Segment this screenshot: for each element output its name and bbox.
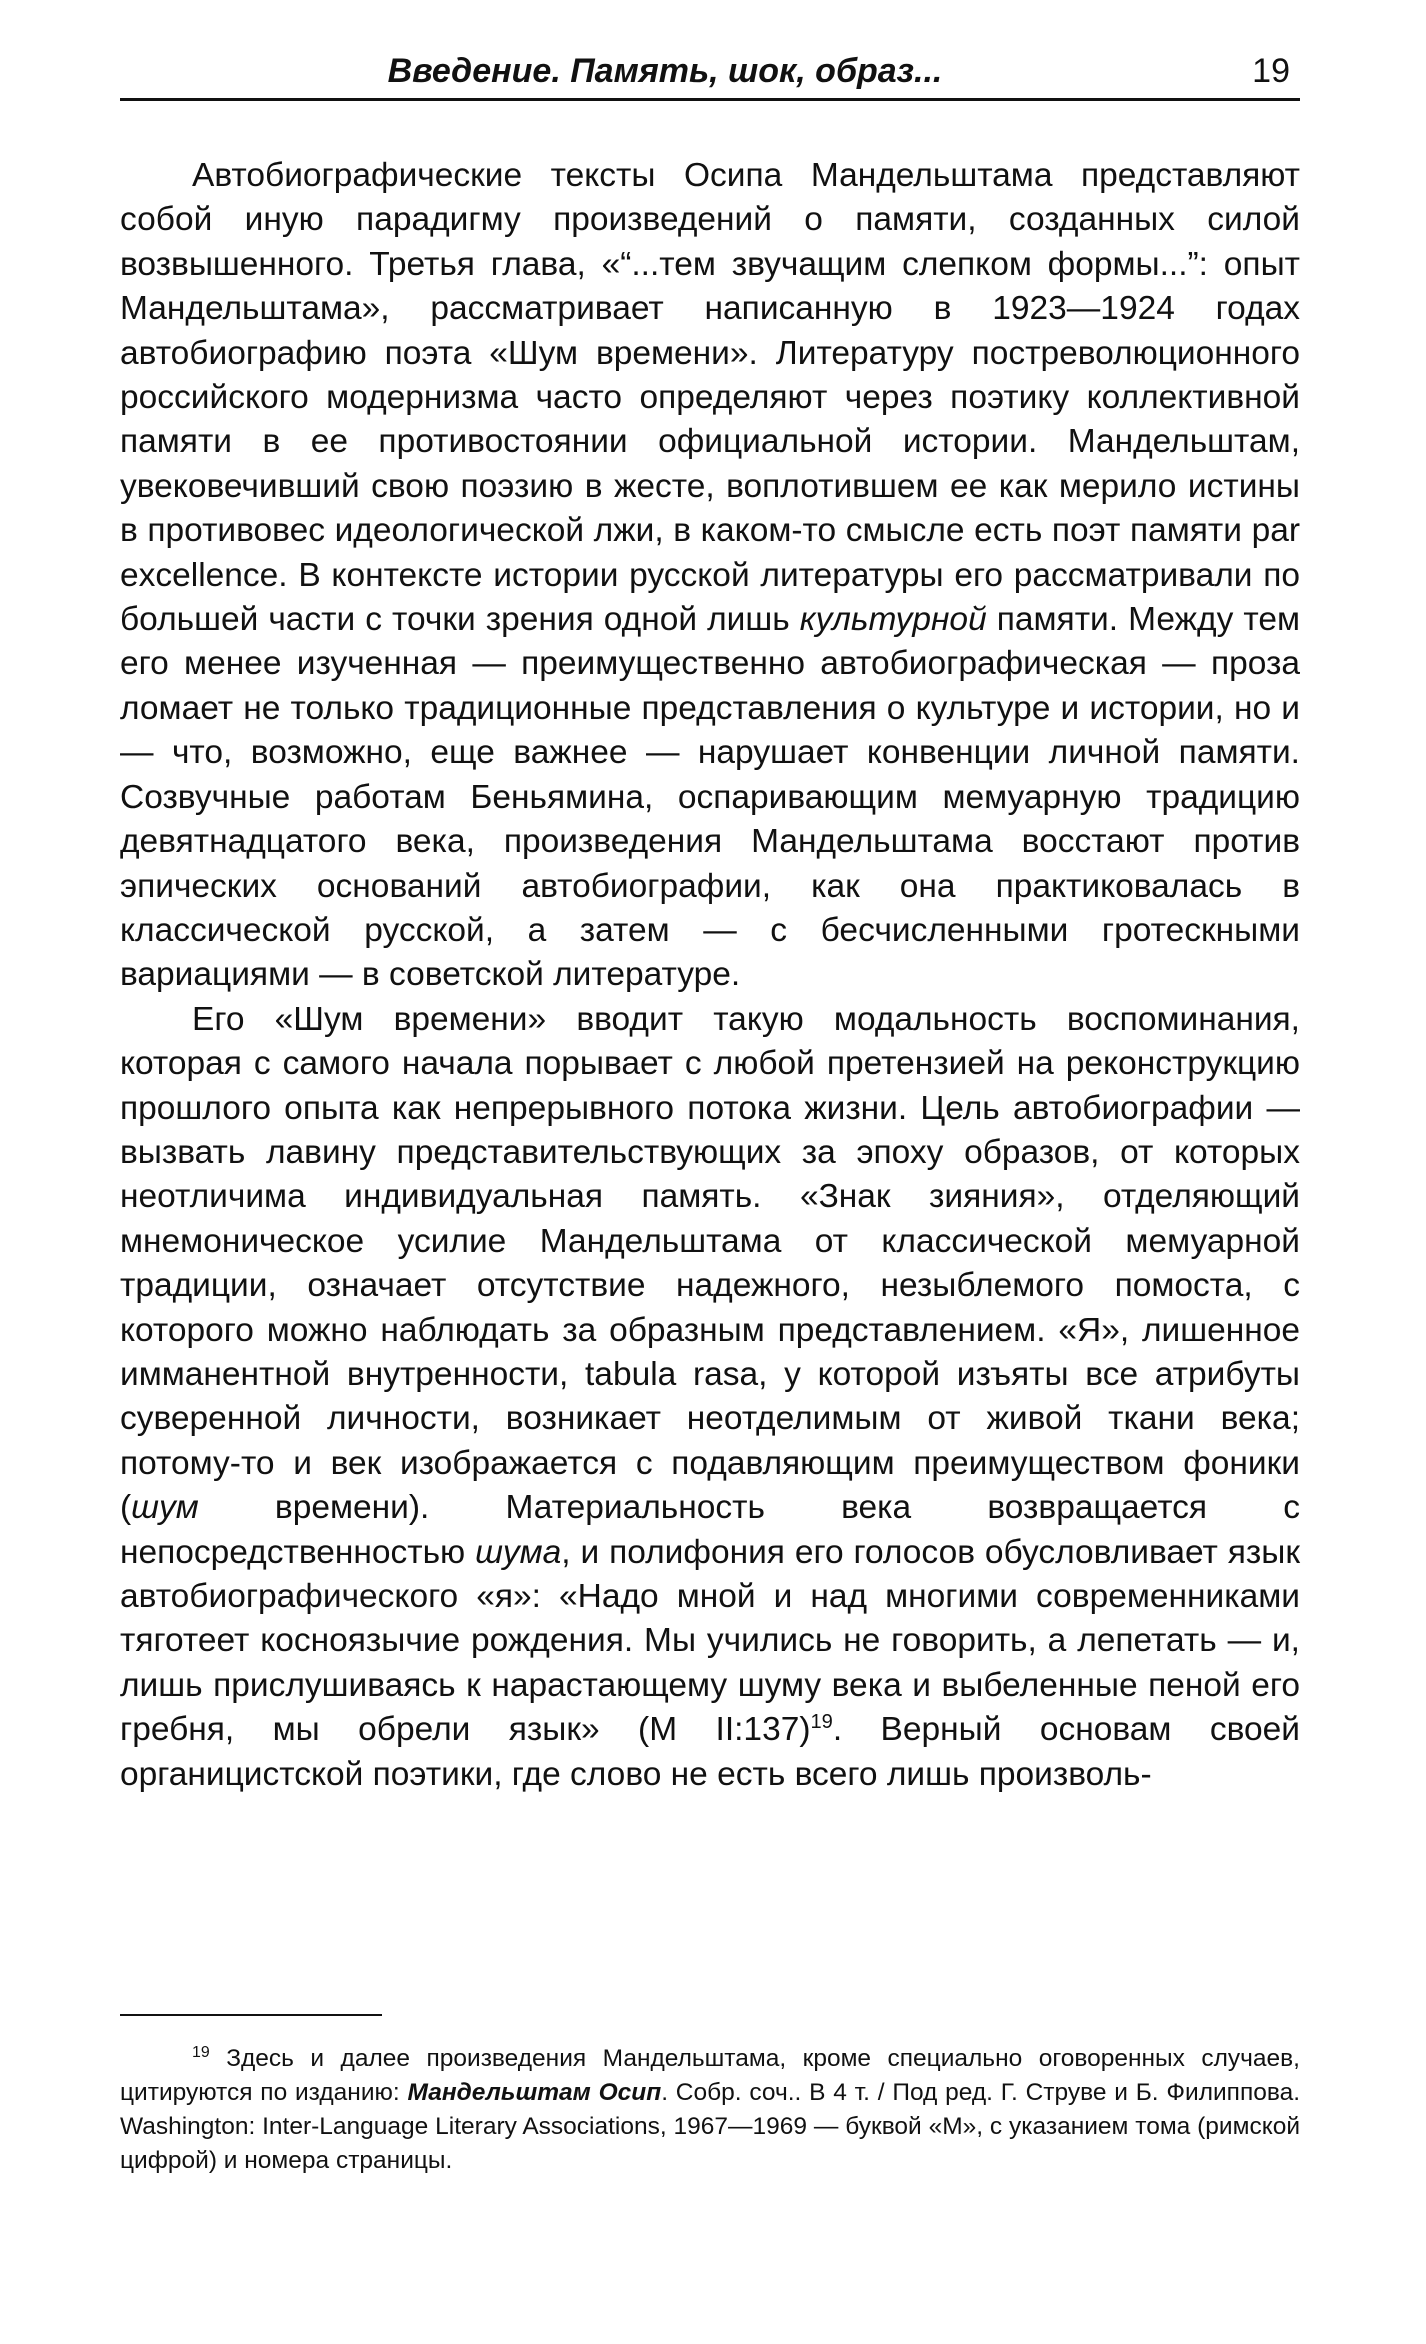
running-head-title: Введение. Память, шок, образ... — [387, 52, 943, 90]
paragraph-1-text-b: памяти. Между тем его менее изученная — преимущественно автобиографическая — проза ломает не только традиционные представления о культуре и истории, но и — что, возможно, еще важнее — нарушает конвенции личной памяти. Созвучные работам Беньямина, оспаривающим мемуарную традицию девятнадцатого века, произведения Мандельштама восстают против эпических оснований автобиографии, как она практиковалась в классической русской, а затем — с бесчисленными гротескными вариациями — в советской литературе. — [120, 601, 1301, 994]
footnote-emphasis: Мандельштам Осип — [407, 2079, 662, 2106]
paragraph-2-text-b: времени). Материальность века возвращается с непосредственностью — [120, 1489, 1300, 1571]
paragraph-2-text-c: , и полифония его голосов обусловливает язык автобиографического «я»: «Надо мной и над многими современниками тяготеет косноязычие рождения. Мы учились не говорить, а лепетать — и, лишь прислушиваясь к нарастающему шуму века и выбеленные пеной его гребня, мы обрели язык» (М II:137) — [120, 1533, 1301, 1749]
footnote-rule — [120, 2014, 382, 2016]
page-number: 19 — [1252, 52, 1290, 90]
paragraph-2-text-a: Его «Шум времени» вводит такую модальность воспоминания, которая с самого начала порывает с любой претензией на реконструкцию прошлого опыта как непрерывного потока жизни. Цель автобиографии — вызвать лавину представительствующих за эпоху образов, от которых неотличима индивидуальная память. «Знак зияния», отделяющий мнемоническое усилие Мандельштама от классической мемуарной традиции, означает отсутствие надежного, незыблемого помоста, с которого можно наблюдать за образным представлением. «Я», лишенное имманентной внутренности, tabula rasa, у которой изъяты все атрибуты суверенной личности, возникает неотделимым от живой ткани века; потому-то и век изображается с подавляющим преимуществом фоники ( — [120, 1000, 1300, 1527]
footnote-text-b: . Собр. соч.. В 4 т. / Под ред. Г. Струве и Б. Филиппова. Washington: Inter-Language Literary Associations, 1967—1969 — буквой «М», с указанием тома (римской цифрой) и номера страницы. — [120, 2079, 1301, 2174]
header-rule — [120, 98, 1300, 101]
paragraph-2-text-d: . Верный основам своей органицистской поэтики, где слово не есть всего лишь произволь- — [120, 1711, 1300, 1793]
footnote-reference[interactable]: 19 — [810, 1711, 833, 1734]
footnote — [120, 2042, 1300, 2178]
paragraph-1-text-a: Автобиографические тексты Осипа Мандельштама представляют собой иную парадигму произведений о памяти, созданных силой возвышенного. Третья глава, «“...тем звучащим слепком формы...”: опыт Мандельштама», рассматривает написанную в 1923—1924 годах автобиографию поэта «Шум времени». Литературу постреволюционного российского модернизма часто определяют через поэтику коллективной памяти в ее противостоянии официальной истории. Мандельштам, увековечивший свою поэзию в жесте, воплотившем ее как мерило истины в противовес идеологической лжи, в каком-то смысле есть поэт памяти par excellence. В контексте истории русской литературы его рассматривали по большей части с точки зрения одной лишь — [120, 157, 1300, 639]
paragraph-1 — [120, 154, 1300, 998]
book-page — [120, 52, 1301, 2174]
footnote-text-a: Здесь и далее произведения Мандельштама, кроме специально оговоренных случаев, цитируются по изданию: — [120, 2045, 1300, 2106]
paragraph-2-emphasis-a: шум — [131, 1489, 199, 1527]
paragraph-1-emphasis: культурной — [799, 601, 987, 639]
paragraph-2-emphasis-b: шума — [475, 1533, 562, 1571]
body-text — [120, 154, 1300, 1797]
running-header — [120, 52, 1300, 98]
footnote-number: 19 — [192, 2043, 210, 2061]
paragraph-2 — [120, 998, 1300, 1797]
